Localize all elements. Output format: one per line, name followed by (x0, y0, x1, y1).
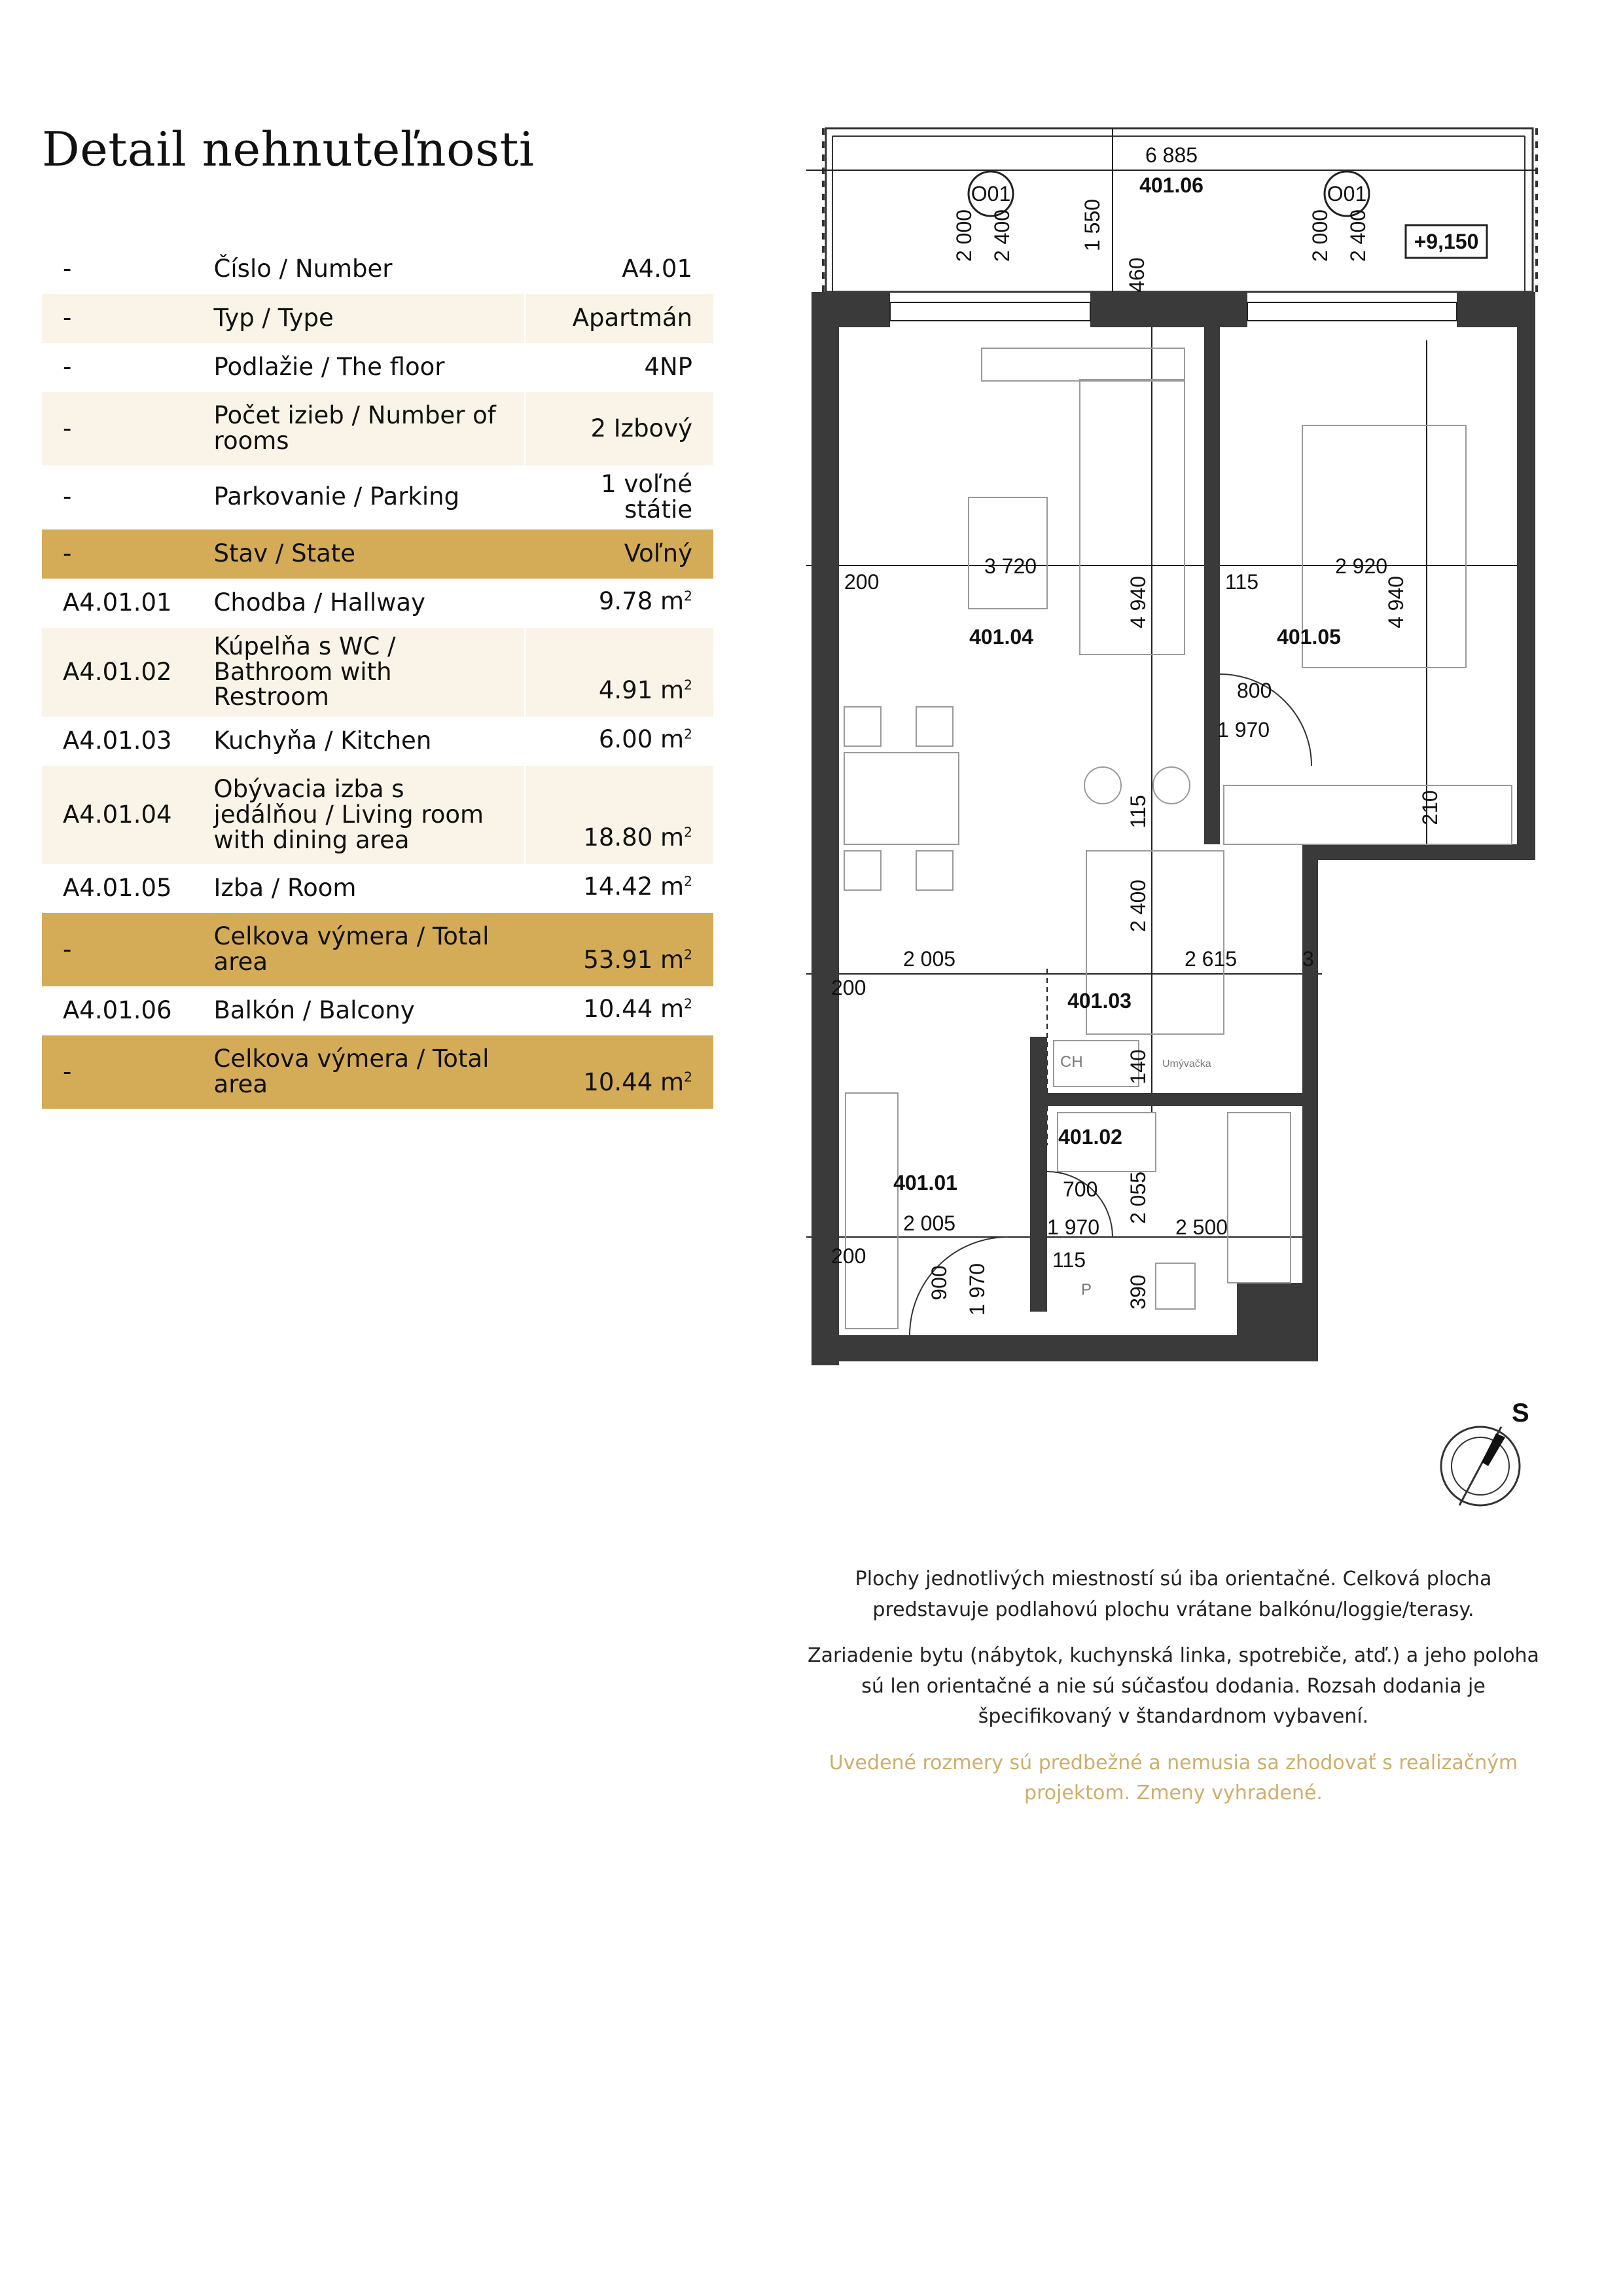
row-label: Parkovanie / Parking (213, 482, 460, 511)
wall-bedroom-bottom (1302, 844, 1535, 860)
row-code: - (63, 482, 72, 511)
dim-115-b: 115 (1052, 1248, 1086, 1272)
dining-table (844, 753, 959, 844)
note-dimensions: Uvedené rozmery sú predbežné a nemusia sa zhodovať s realizačným projektom. Zmeny vyhradené. (829, 1751, 1518, 1804)
stool (1153, 767, 1190, 804)
row-value: 4NP (644, 353, 692, 382)
row-label: Číslo / Number (213, 255, 393, 283)
note-furniture: Zariadenie bytu (nábytok, kuchynská linka, spotrebiče, atď.) a jeho poloha sú len orientačné a nie sú súčasťou dodania. Rozsah dodania je špecifikovaný v štandardnom vybavení. (808, 1644, 1539, 1728)
bathtub (1228, 1113, 1291, 1283)
dim-door-1970-b: 1 970 (1047, 1215, 1100, 1239)
dim-sill: 460 (1125, 257, 1149, 293)
wall-left (812, 292, 839, 1365)
dim-w1-b: 2 400 (990, 209, 1014, 262)
coffee-table (969, 497, 1047, 609)
door-entrance (910, 1237, 1008, 1335)
wardrobe (1224, 785, 1512, 844)
wall-living-bedroom (1204, 327, 1220, 844)
row-value: 6.00 $m^2$ (598, 725, 692, 754)
row-label: Chodba / Hallway (213, 588, 425, 617)
sofa-back (982, 348, 1185, 381)
row-code: - (42, 392, 193, 465)
dim-kitchen-115: 115 (1126, 795, 1150, 829)
row-code: - (63, 353, 72, 382)
row-rooms (42, 392, 713, 465)
row-label: Typ / Type (193, 294, 525, 343)
wall-right (1517, 292, 1535, 855)
row-label: Celkova výmera / Total area (193, 913, 525, 986)
dim-kitchen-2615: 2 615 (1184, 947, 1238, 971)
row-label: Kúpelňa s WC / Bathroom with Restroom (193, 628, 525, 717)
row-value: 1 voľné státie (601, 470, 692, 524)
window-tag-2-label: O01 (1327, 182, 1367, 206)
row-code: - (42, 529, 193, 579)
wall-bath-top (1047, 1093, 1302, 1106)
room-balcony: 401.06 (1139, 173, 1204, 197)
row-balcony (42, 986, 713, 1035)
dim-living-width: 3 720 (984, 554, 1037, 578)
row-living-room (42, 766, 713, 864)
page-title: Detail nehnuteľnosti (42, 122, 535, 177)
dim-bal-height: 1 550 (1080, 198, 1104, 252)
window-right (1247, 302, 1457, 321)
row-floor (42, 343, 713, 392)
row-code: - (63, 255, 72, 283)
row-code: - (42, 913, 193, 986)
room-hallway: 401.01 (893, 1171, 957, 1194)
room-living: 401.04 (969, 625, 1033, 649)
row-kitchen (42, 717, 713, 766)
dim-115-a: 115 (1225, 570, 1259, 594)
row-type (42, 294, 713, 343)
row-label: Stav / State (193, 529, 525, 579)
dim-bath-2055: 2 055 (1126, 1171, 1150, 1225)
row-label: Balkón / Balcony (213, 996, 415, 1025)
notes (804, 1564, 1543, 1825)
row-balcony-total (42, 1035, 713, 1109)
row-code: A4.01.04 (42, 766, 193, 864)
row-value: 10.44 $m^2$ (583, 995, 692, 1024)
dim-kitchen-2400: 2 400 (1126, 879, 1150, 933)
room-kitchen: 401.03 (1067, 989, 1132, 1013)
dim-200-c: 200 (831, 1244, 866, 1268)
label-p: P (1081, 1281, 1092, 1299)
dim-bath-390: 390 (1126, 1274, 1150, 1310)
window-left (890, 302, 1090, 321)
row-value: 2 Izbový (525, 392, 713, 465)
dim-hall-2005-a: 2 005 (902, 947, 956, 971)
dim-200-a: 200 (844, 570, 880, 594)
wall-bottom (812, 1335, 1309, 1361)
row-total-area (42, 913, 713, 986)
wall-shaft (1237, 1283, 1302, 1335)
window-tag-1-label: O01 (971, 182, 1011, 206)
row-code: A4.01.05 (63, 874, 172, 903)
dim-w2-b: 2 400 (1346, 209, 1370, 262)
chair (844, 851, 881, 890)
chair (916, 851, 953, 890)
stool (1084, 767, 1121, 804)
row-room (42, 864, 713, 913)
compass-label: S (1512, 1399, 1529, 1427)
row-code: A4.01.06 (63, 996, 172, 1025)
row-code: - (42, 294, 193, 343)
row-value: 4.91 $m^2$ (525, 628, 713, 717)
note-area: Plochy jednotlivých miestností sú iba orientačné. Celková plocha predstavuje podlahovú plochu vrátane balkónu/loggie/terasy. (855, 1568, 1492, 1621)
chair (844, 707, 881, 746)
row-bathroom (42, 628, 713, 717)
property-details-table (42, 245, 713, 1109)
dim-bed-210: 210 (1418, 790, 1442, 825)
row-value: 18.80 $m^2$ (525, 766, 713, 864)
dim-door-900: 900 (927, 1265, 951, 1300)
row-value: 53.91 $m^2$ (525, 913, 713, 986)
row-value: 9.78 $m^2$ (598, 586, 692, 615)
wall-top-mid (1090, 292, 1247, 327)
row-label: Izba / Room (213, 874, 357, 903)
row-code: A4.01.01 (63, 588, 172, 617)
row-value: Voľný (525, 529, 713, 579)
dim-bed-width: 2 920 (1334, 554, 1388, 578)
row-code: - (42, 1035, 193, 1109)
dim-w1-a: 2 000 (952, 209, 976, 262)
dim-bed-height: 4 940 (1384, 575, 1408, 629)
row-label: Celkova výmera / Total area (193, 1035, 525, 1109)
row-value: 14.42 $m^2$ (583, 872, 692, 901)
wall-kitchen-right (1302, 844, 1318, 1361)
north-compass (1433, 1394, 1531, 1512)
dim-bath-2500: 2 500 (1175, 1215, 1228, 1239)
dim-200-b: 200 (831, 976, 866, 999)
toilet (1156, 1263, 1195, 1309)
label-ch: CH (1060, 1053, 1083, 1071)
row-number (42, 245, 713, 294)
row-value: A4.01 (622, 255, 692, 283)
dim-balcony-width: 6 885 (1145, 143, 1198, 167)
row-state (42, 529, 713, 579)
hall-wardrobe (846, 1093, 898, 1329)
label-sink: Umývačka (1162, 1058, 1211, 1069)
dim-door-1970-a: 1 970 (1217, 718, 1270, 742)
dim-door-700: 700 (1063, 1177, 1098, 1201)
row-label: Obývacia izba s jedálňou / Living room with dining area (193, 766, 525, 864)
level-label: +9,150 (1414, 230, 1479, 253)
dim-hall-2005-b: 2 005 (902, 1211, 956, 1235)
room-bathroom: 401.02 (1058, 1125, 1122, 1149)
row-parking (42, 465, 713, 529)
row-hallway (42, 579, 713, 628)
row-value: 10.44 $m^2$ (525, 1035, 713, 1109)
dim-edge-3: 3 (1302, 947, 1314, 971)
row-label: Kuchyňa / Kitchen (213, 726, 432, 755)
row-label: Počet izieb / Number of rooms (193, 392, 525, 465)
row-code: A4.01.03 (63, 726, 172, 755)
wall-hall-bath (1030, 1037, 1047, 1312)
row-value: Apartmán (525, 294, 713, 343)
row-label: Podlažie / The floor (213, 353, 445, 382)
dim-kitchen-140: 140 (1126, 1049, 1150, 1085)
floor-plan (804, 123, 1543, 1367)
dim-door-800: 800 (1237, 679, 1272, 702)
row-code: A4.01.02 (42, 628, 193, 717)
dim-w2-a: 2 000 (1308, 209, 1332, 262)
room-bedroom: 401.05 (1277, 625, 1341, 649)
dim-door-1970-c: 1 970 (965, 1263, 989, 1316)
dim-living-height: 4 940 (1126, 575, 1150, 629)
chair (916, 707, 953, 746)
